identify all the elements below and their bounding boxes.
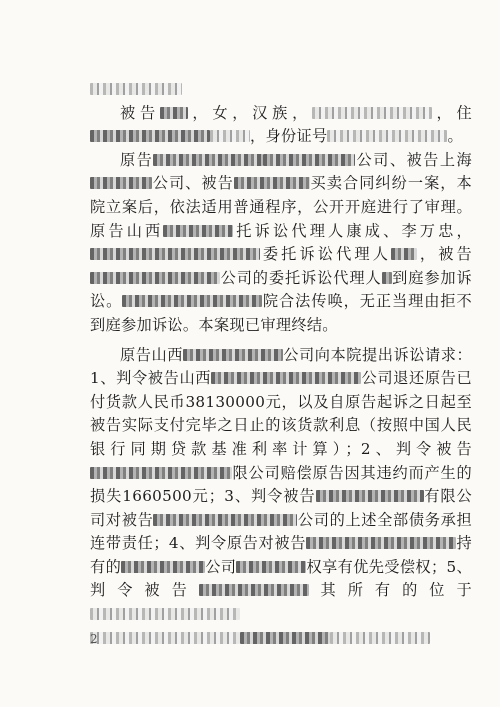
redacted-text-block	[90, 248, 260, 260]
text-segment: 公司退还原告已付货款人民币38130000元，以及自原告起诉之日起至被告实际支付完毕之日止的该货款利息（按照中国人民银行同期贷款基准利率计算）；2、判令被告	[90, 369, 473, 458]
text-segment: 持有的	[90, 534, 472, 576]
paragraph	[90, 149, 472, 338]
redacted-text-block	[163, 225, 233, 237]
text-segment: ，被告	[417, 245, 472, 264]
text-segment: 买卖合同纠纷一案，本院立案后，依法适用普通程序，公开开庭进行了审理。原告山西	[90, 174, 473, 240]
text-segment: 权享有优先受偿权；5、判令被告	[90, 557, 472, 600]
paragraph	[90, 102, 472, 149]
redacted-text-block	[90, 130, 210, 142]
text-segment: 院合法传唤，无正当理由拒不到庭参加诉讼。本案现已审理终结。	[90, 292, 472, 334]
text-segment: ，身份证号	[250, 127, 328, 146]
redacted-text-block	[327, 130, 447, 142]
redacted-text-block	[240, 632, 330, 644]
text-segment: 被告	[120, 103, 160, 122]
redacted-text-block	[153, 154, 263, 166]
text-segment: 公司向本院提出诉讼请求：1、判令被告山西	[90, 345, 472, 388]
text-segment: 公司的委托诉讼代理人	[220, 268, 382, 287]
text-segment: ，住	[432, 103, 472, 122]
redacted-text-block	[122, 295, 262, 307]
redacted-text-block	[90, 177, 152, 189]
redacted-text-block	[183, 349, 283, 361]
redacted-text-block	[211, 372, 361, 384]
redacted-text-block	[263, 154, 355, 166]
redacted-text-block	[306, 537, 456, 549]
text-segment: 原告山西	[120, 345, 183, 364]
text-segment: 公司	[205, 557, 237, 576]
redacted-text-block	[316, 490, 424, 502]
text-segment: ，女，汉族，	[187, 103, 313, 122]
redacted-text-block	[90, 272, 220, 284]
text-segment: 。	[447, 127, 463, 146]
page-number: 2	[90, 632, 98, 646]
judgment-body-text	[90, 78, 472, 650]
paragraph	[90, 344, 472, 627]
text-segment: 到庭参加诉讼。	[90, 268, 473, 311]
text-segment: 公司、被告	[152, 174, 234, 193]
redacted-text-block	[121, 561, 205, 573]
redacted-text-block	[391, 248, 417, 260]
paragraph	[90, 627, 472, 651]
redacted-text-block	[90, 467, 232, 479]
redacted-text-block	[160, 107, 188, 119]
redacted-text-block	[312, 107, 432, 119]
redacted-text-block	[382, 272, 392, 284]
redacted-text-block	[90, 608, 240, 620]
redacted-text-block	[153, 514, 297, 526]
text-segment: 原告	[120, 150, 154, 169]
redacted-text-block	[199, 584, 309, 596]
redacted-text-block	[236, 561, 306, 573]
redacted-text-block	[330, 632, 430, 644]
text-segment: 有限公司对被告	[90, 487, 473, 529]
redacted-text-block	[234, 177, 310, 189]
text-segment: 公司、被告上海	[355, 150, 472, 169]
paragraph	[90, 78, 472, 102]
redacted-text-block	[90, 632, 240, 644]
text-segment: 公司的上述全部债务承担连带责任；4、判令原告对被告	[90, 510, 472, 553]
redacted-text-block	[90, 83, 182, 95]
text-segment: 委托诉讼代理人	[260, 245, 392, 264]
redacted-text-block	[210, 130, 250, 142]
text-segment: 托诉讼代理人康成、李万忠，	[233, 221, 473, 240]
text-segment: 其所有的位于	[308, 581, 472, 600]
text-segment: 限公司赔偿原告因其违约而产生的损失1660500元；3、判令被告	[90, 463, 472, 506]
